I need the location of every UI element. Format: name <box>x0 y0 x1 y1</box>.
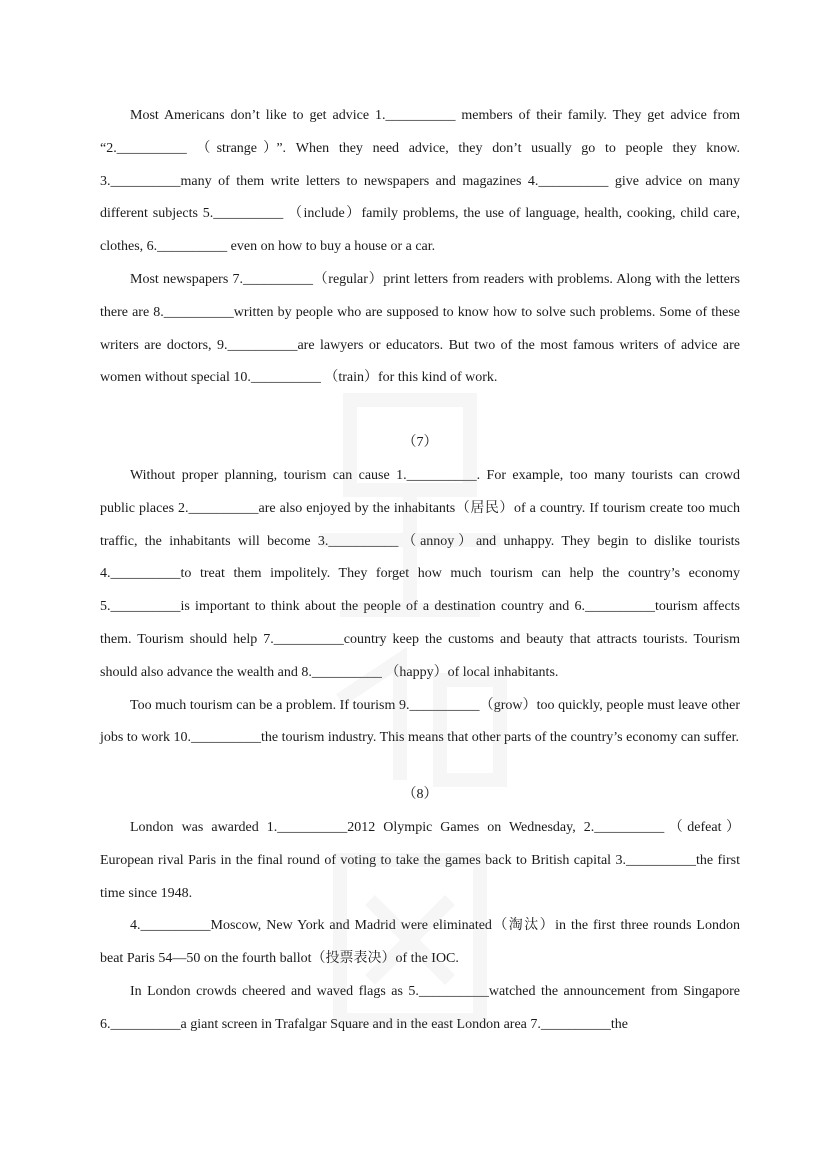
passage-paragraph: Without proper planning, tourism can cause 1.__________. For example, too many tourists can crowd public places 2.__________are also enjoyed by the inhabitants（居民）of a country. If tourism create too much traffic, the inhabitants will become 3.__________（annoy）and unhappy. They begin to dislike tourists 4.__________to treat them impolitely. They forget how much tourism can help the country’s economy 5.__________is important to think about the people of a destination country and 6.__________tourism affects them. Tourism should help 7.__________country keep the customs and beauty that attracts tourists. Tourism should also advance the wealth and 8.__________ （happy）of local inhabitants. <box>100 467 740 680</box>
passage-paragraph: Too much tourism can be a problem. If tourism 9.__________（grow）too quickly, people must leave other jobs to work 10.__________the tourism industry. This means that other parts of the country’s economy can suffer. <box>100 697 740 746</box>
section-heading-8: （8） <box>402 787 438 803</box>
document-page <box>100 100 740 1042</box>
passage-paragraph: Most newspapers 7.__________（regular）print letters from readers with problems. Along with the letters there are 8.__________written by people who are supposed to know how to solve such problems. Some of these writers are doctors, 9.__________are lawyers or educators. But two of the most famous writers of advice are women without special 10.__________ （train）for this kind of work. <box>100 271 740 386</box>
passage-paragraph: In London crowds cheered and waved flags as 5.__________watched the announcement from Singapore 6.__________a giant screen in Trafalgar Square and in the east London area 7.__________the <box>100 983 740 1032</box>
passage-paragraph: Most Americans don’t like to get advice 1.__________ members of their family. They get advice from “2.__________ （strange）”. When they need advice, they don’t usually go to people they know. 3.__________many of them write letters to newspapers and magazines 4.__________ give advice on many different subjects 5.__________ （include）family problems, the use of language, health, cooking, child care, clothes, 6.__________ even on how to buy a house or a car. <box>100 108 740 255</box>
passage-paragraph: London was awarded 1.__________2012 Olympic Games on Wednesday, 2.__________（defeat）European rival Paris in the final round of voting to take the games back to British capital 3.__________the first time since 1948. <box>100 819 740 901</box>
passage-paragraph: 4.__________Moscow, New York and Madrid were eliminated（淘汰）in the first three rounds London beat Paris 54—50 on the fourth ballot（投票表决）of the IOC. <box>100 918 740 967</box>
section-heading-7: （7） <box>402 435 438 451</box>
